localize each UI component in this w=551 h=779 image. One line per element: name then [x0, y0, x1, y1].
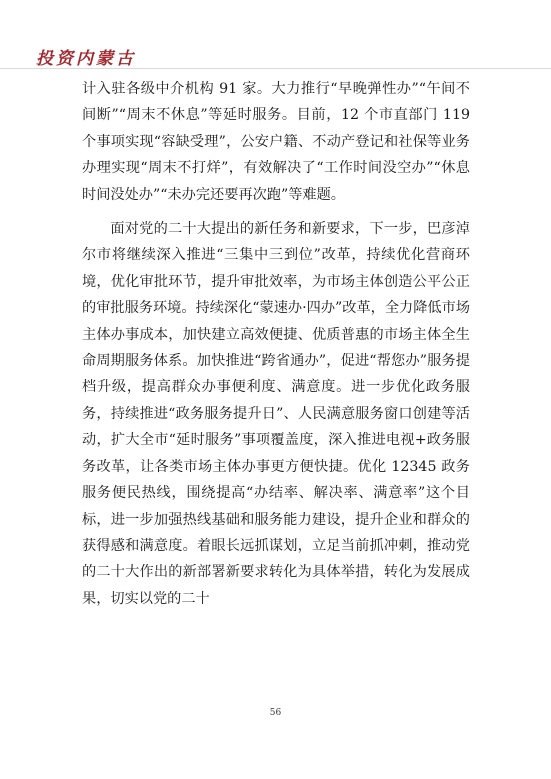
- header-divider: [0, 68, 551, 69]
- page-number: 56: [269, 708, 282, 718]
- paragraph-continued: 计入驻各级中介机构 91 家。大力推行“早晚弹性办”“午间不间断”“周末不休息”等延时服务。目前，12 个市直部门 119 个事项实现“容缺受理”，公安户籍、不动产登记和社保等业务办理实现“周末不打烊”，有效解决了“工作时间没空办”“休息时间没处办”“未办完还要再次跑”等难题。: [82, 81, 470, 203]
- page-header-title: 投资内蒙古: [36, 49, 136, 69]
- paragraph-next-steps: 面对党的二十大提出的新任务和新要求，下一步，巴彦淖尔市将继续深入推进“三集中三到位”改革，持续优化营商环境，优化审批环节，提升审批效率，为市场主体创造公平公正的审批服务环境。持续深化“蒙速办·四办”改革，全力降低市场主体办事成本，加快建立高效便捷、优质普惠的市场主体全生命周期服务体系。加快推进“跨省通办”，促进“帮您办”服务提档升级，提高群众办事便利度、满意度。进一步优化政务服务，持续推进“政务服务提升日”、人民满意服务窗口创建等活动，扩大全市“延时服务”事项覆盖度，深入推进电视+政务服务改革，让各类市场主体办事更方便快捷。优化 12345 政务服务便民热线，围绕提高“办结率、解决率、满意率”这个目标，进一步加强热线基础和服务能力建设，提升企业和群众的获得感和满意度。着眼长远抓谋划，立足当前抓冲刺，推动党的二十大作出的新部署新要求转化为具体举措，转化为发展成果，切实以党的二十: [82, 221, 470, 607]
- article-body: [82, 76, 470, 612]
